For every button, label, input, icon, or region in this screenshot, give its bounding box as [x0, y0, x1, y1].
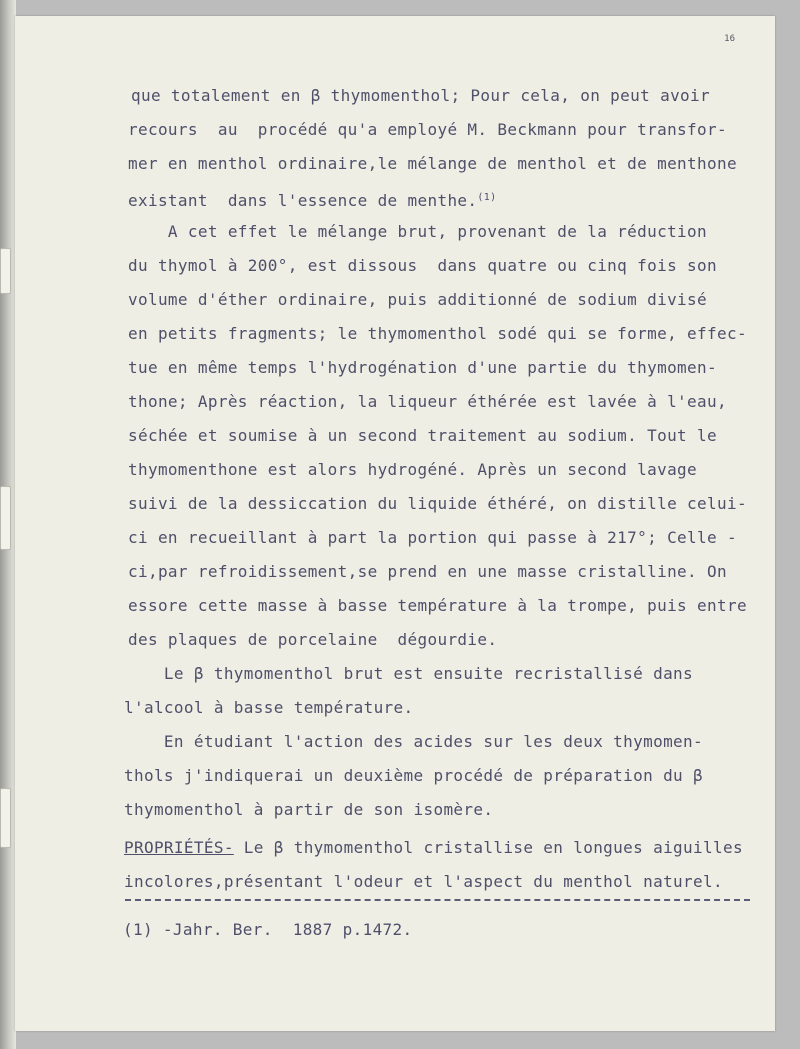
binding-thread [0, 248, 11, 294]
footnote-separator [125, 899, 750, 901]
text-line-4-content: existant dans l'essence de menthe. [128, 191, 478, 210]
text-line-10: thone; Après réaction, la liqueur éthérée est lavée à l'eau, [128, 392, 727, 411]
binding-thread [0, 788, 11, 848]
text-line-12: thymomenthone est alors hydrogéné. Après un second lavage [128, 460, 698, 479]
text-line-19: l'alcool à basse température. [124, 698, 414, 717]
section-heading: PROPRIÉTÉS- [124, 838, 234, 857]
text-line-1: que totalement en β thymomenthol; Pour cela, on peut avoir [131, 86, 711, 105]
text-line-6: du thymol à 200°, est dissous dans quatre ou cinq fois son [128, 256, 717, 275]
text-line-2: recours au procédé qu'a employé M. Beckmann pour transfor- [128, 120, 727, 139]
text-line-17: des plaques de porcelaine dégourdie. [128, 630, 498, 649]
footnote: (1) -Jahr. Ber. 1887 p.1472. [123, 920, 413, 939]
text-line-16: essore cette masse à basse température à la trompe, puis entre [128, 596, 747, 615]
text-line-24: incolores,présentant l'odeur et l'aspect du menthol naturel. [124, 872, 723, 891]
text-line-23-content: Le β thymomenthol cristallise en longues aiguilles [243, 838, 743, 857]
text-line-8: en petits fragments; le thymomenthol sodé qui se forme, effec- [128, 324, 747, 343]
text-line-4 [128, 188, 497, 211]
text-line-13: suivi de la dessiccation du liquide éthéré, on distille celui- [128, 494, 747, 513]
text-line-23 [124, 838, 743, 858]
text-line-20: En étudiant l'action des acides sur les deux thymomen- [124, 732, 704, 751]
text-line-22: thymomenthol à partir de son isomère. [124, 800, 494, 819]
text-line-5: A cet effet le mélange brut, provenant de la réduction [128, 222, 708, 241]
text-line-14: ci en recueillant à part la portion qui passe à 217°; Celle - [128, 528, 737, 547]
text-line-7: volume d'éther ordinaire, puis additionné de sodium divisé [128, 290, 708, 309]
document-page [15, 16, 775, 1031]
text-line-15: ci,par refroidissement,se prend en une masse cristalline. On [128, 562, 727, 581]
page-number: 16 [724, 34, 735, 44]
text-line-18: Le β thymomenthol brut est ensuite recristallisé dans [124, 664, 694, 683]
text-line-11: séchée et soumise à un second traitement au sodium. Tout le [128, 426, 717, 445]
text-line-3: mer en menthol ordinaire,le mélange de menthol et de menthone [128, 154, 737, 173]
text-line-21: thols j'indiquerai un deuxième procédé de préparation du β [124, 766, 704, 785]
footnote-marker: (1) [477, 192, 497, 203]
binding-thread [0, 486, 11, 550]
text-line-9: tue en même temps l'hydrogénation d'une partie du thymomen- [128, 358, 717, 377]
